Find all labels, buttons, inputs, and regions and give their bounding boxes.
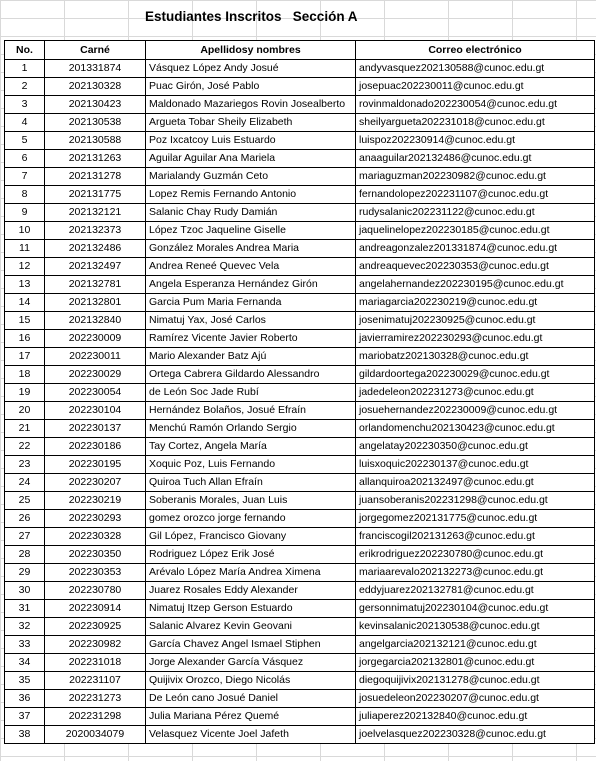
cell-number[interactable]: 5 [5,132,45,150]
table-row [5,438,595,456]
cell-email[interactable]: josuedeleon202230207@cunoc.edu.gt [356,690,595,708]
cell-name[interactable]: Marialandy Guzmán Ceto [146,168,356,186]
table-row [5,132,595,150]
cell-email[interactable]: jadedeleon202231273@cunoc.edu.gt [356,384,595,402]
cell-number[interactable]: 9 [5,204,45,222]
table-row [5,708,595,726]
table-row [5,510,595,528]
cell-email[interactable]: josuehernandez202230009@cunoc.edu.gt [356,402,595,420]
cell-carne[interactable]: 202131775 [45,186,146,204]
cell-email[interactable]: fernandolopez202231107@cunoc.edu.gt [356,186,595,204]
cell-carne[interactable]: 202132373 [45,222,146,240]
cell-number[interactable]: 11 [5,240,45,258]
cell-number[interactable]: 12 [5,258,45,276]
cell-name[interactable]: Lopez Remis Fernando Antonio [146,186,356,204]
cell-number[interactable]: 19 [5,384,45,402]
cell-email[interactable]: sheilyargueta202231018@cunoc.edu.gt [356,114,595,132]
cell-number[interactable]: 36 [5,690,45,708]
cell-carne[interactable]: 202231298 [45,708,146,726]
cell-email[interactable]: gildardoortega202230029@cunoc.edu.gt [356,366,595,384]
cell-carne[interactable]: 202130328 [45,78,146,96]
cell-email[interactable]: joelvelasquez202230328@cunoc.edu.gt [356,726,595,744]
table-row [5,636,595,654]
table-row [5,492,595,510]
table-row [5,78,595,96]
cell-carne[interactable]: 202230009 [45,330,146,348]
cell-email[interactable]: jorgegomez202131775@cunoc.edu.gt [356,510,595,528]
cell-carne[interactable]: 202230011 [45,348,146,366]
cell-email[interactable]: franciscogil202131263@cunoc.edu.gt [356,528,595,546]
cell-email[interactable]: orlandomenchu202130423@cunoc.edu.gt [356,420,595,438]
cell-email[interactable]: gersonnimatuj202230104@cunoc.edu.gt [356,600,595,618]
cell-number[interactable]: 15 [5,312,45,330]
table-row [5,654,595,672]
cell-carne[interactable]: 202231107 [45,672,146,690]
table-row [5,402,595,420]
table-row [5,420,595,438]
cell-number[interactable]: 22 [5,438,45,456]
cell-carne[interactable]: 202230186 [45,438,146,456]
cell-carne[interactable]: 202230780 [45,582,146,600]
cell-carne[interactable]: 202131278 [45,168,146,186]
cell-number[interactable]: 38 [5,726,45,744]
cell-number[interactable]: 31 [5,600,45,618]
cell-carne[interactable]: 202132781 [45,276,146,294]
cell-number[interactable]: 35 [5,672,45,690]
cell-email[interactable]: luisxoquic202230137@cunoc.edu.gt [356,456,595,474]
cell-number[interactable]: 23 [5,456,45,474]
table-row [5,528,595,546]
cell-name[interactable]: Andrea Reneé Quevec Vela [146,258,356,276]
cell-carne[interactable]: 202230914 [45,600,146,618]
table-row [5,330,595,348]
cell-carne[interactable]: 202230137 [45,420,146,438]
cell-name[interactable]: Rodriguez López Erik José [146,546,356,564]
header-row [5,41,595,60]
cell-carne[interactable]: 202131263 [45,150,146,168]
cell-number[interactable]: 6 [5,150,45,168]
table-row [5,456,595,474]
cell-number[interactable]: 25 [5,492,45,510]
cell-name[interactable]: Maldonado Mazariegos Rovin Josealberto [146,96,356,114]
cell-email[interactable]: jorgegarcia202132801@cunoc.edu.gt [356,654,595,672]
cell-name[interactable]: López Tzoc Jaqueline Giselle [146,222,356,240]
cell-name[interactable]: García Chavez Angel Ismael Stiphen [146,636,356,654]
cell-name[interactable]: Juarez Rosales Eddy Alexander [146,582,356,600]
column-header-carne[interactable]: Carné [45,41,146,60]
cell-carne[interactable]: 202230104 [45,402,146,420]
table-row [5,222,595,240]
table-row [5,672,595,690]
cell-number[interactable]: 30 [5,582,45,600]
cell-carne[interactable]: 202132497 [45,258,146,276]
table-row [5,150,595,168]
table-row [5,474,595,492]
cell-carne[interactable]: 201331874 [45,60,146,78]
cell-number[interactable]: 18 [5,366,45,384]
cell-name[interactable]: Velasquez Vicente Joel Jafeth [146,726,356,744]
cell-carne[interactable]: 202132486 [45,240,146,258]
cell-number[interactable]: 28 [5,546,45,564]
cell-name[interactable]: Argueta Tobar Sheily Elizabeth [146,114,356,132]
cell-email[interactable]: juansoberanis202231298@cunoc.edu.gt [356,492,595,510]
cell-email[interactable]: javierramirez202230293@cunoc.edu.gt [356,330,595,348]
table-row [5,276,595,294]
cell-name[interactable]: Nimatuj Yax, José Carlos [146,312,356,330]
cell-name[interactable]: Julia Mariana Pérez Quemé [146,708,356,726]
table-row [5,564,595,582]
cell-email[interactable]: andreaquevec202230353@cunoc.edu.gt [356,258,595,276]
cell-carne[interactable]: 202130538 [45,114,146,132]
cell-number[interactable]: 2 [5,78,45,96]
cell-carne[interactable]: 202132840 [45,312,146,330]
cell-email[interactable]: angelgarcia202132121@cunoc.edu.gt [356,636,595,654]
cell-name[interactable]: Poz Ixcatcoy Luis Estuardo [146,132,356,150]
table-row [5,186,595,204]
cell-carne[interactable]: 202130423 [45,96,146,114]
table-row [5,60,595,78]
table-row [5,312,595,330]
cell-email[interactable]: mariagarcia202230219@cunoc.edu.gt [356,294,595,312]
cell-number[interactable]: 29 [5,564,45,582]
cell-name[interactable]: Soberanis Morales, Juan Luis [146,492,356,510]
cell-number[interactable]: 8 [5,186,45,204]
cell-name[interactable]: de León Soc Jade Rubí [146,384,356,402]
cell-carne[interactable]: 202230219 [45,492,146,510]
cell-name[interactable]: Nimatuj Itzep Gerson Estuardo [146,600,356,618]
table-row [5,348,595,366]
cell-email[interactable]: mariaarevalo202132273@cunoc.edu.gt [356,564,595,582]
cell-number[interactable]: 24 [5,474,45,492]
cell-name[interactable]: Ramírez Vicente Javier Roberto [146,330,356,348]
table-row [5,690,595,708]
column-header-name[interactable]: Apellidosy nombres [146,41,356,60]
table-row [5,546,595,564]
cell-name[interactable]: De León cano Josué Daniel [146,690,356,708]
cell-email[interactable]: josepuac202230011@cunoc.edu.gt [356,78,595,96]
table-row [5,366,595,384]
cell-email[interactable]: luispoz202230914@cunoc.edu.gt [356,132,595,150]
table-row [5,114,595,132]
column-header-email[interactable]: Correo electrónico [356,41,595,60]
cell-carne[interactable]: 202132121 [45,204,146,222]
cell-name[interactable]: González Morales Andrea Maria [146,240,356,258]
cell-email[interactable]: mariobatz202130328@cunoc.edu.gt [356,348,595,366]
cell-number[interactable]: 3 [5,96,45,114]
cell-email[interactable]: mariaguzman202230982@cunoc.edu.gt [356,168,595,186]
cell-name[interactable]: Quijivix Orozco, Diego Nicolás [146,672,356,690]
cell-name[interactable]: Garcia Pum Maria Fernanda [146,294,356,312]
cell-carne[interactable]: 202132801 [45,294,146,312]
cell-name[interactable]: Salanic Chay Rudy Damián [146,204,356,222]
cell-email[interactable]: andreagonzalez201331874@cunoc.edu.gt [356,240,595,258]
cell-name[interactable]: Angela Esperanza Hernández Girón [146,276,356,294]
cell-name[interactable]: Vásquez López Andy Josué [146,60,356,78]
cell-carne[interactable]: 202230328 [45,528,146,546]
cell-carne[interactable]: 202230054 [45,384,146,402]
table-row [5,582,595,600]
cell-number[interactable]: 27 [5,528,45,546]
cell-name[interactable]: Tay Cortez, Angela María [146,438,356,456]
cell-carne[interactable]: 202231273 [45,690,146,708]
table-row [5,600,595,618]
cell-name[interactable]: Menchú Ramón Orlando Sergio [146,420,356,438]
cell-email[interactable]: andyvasquez202130588@cunoc.edu.gt [356,60,595,78]
cell-email[interactable]: anaaguilar202132486@cunoc.edu.gt [356,150,595,168]
column-header-no[interactable]: No. [5,41,45,60]
cell-number[interactable]: 10 [5,222,45,240]
cell-email[interactable]: angelahernandez202230195@cunoc.edu.gt [356,276,595,294]
cell-carne[interactable]: 202231018 [45,654,146,672]
table-row [5,96,595,114]
cell-name[interactable]: gomez orozco jorge fernando [146,510,356,528]
table-row [5,294,595,312]
cell-carne[interactable]: 202230350 [45,546,146,564]
table-row [5,384,595,402]
cell-number[interactable]: 37 [5,708,45,726]
cell-email[interactable]: eddyjuarez202132781@cunoc.edu.gt [356,582,595,600]
cell-carne[interactable]: 202230982 [45,636,146,654]
cell-carne[interactable]: 202230207 [45,474,146,492]
table-row [5,240,595,258]
table-row [5,204,595,222]
cell-name[interactable]: Hernández Bolaños, Josué Efraín [146,402,356,420]
cell-name[interactable]: Puac Girón, José Pablo [146,78,356,96]
cell-name[interactable]: Salanic Alvarez Kevin Geovani [146,618,356,636]
table-row [5,258,595,276]
cell-number[interactable]: 16 [5,330,45,348]
cell-email[interactable]: juliaperez202132840@cunoc.edu.gt [356,708,595,726]
cell-number[interactable]: 33 [5,636,45,654]
cell-email[interactable]: rovinmaldonado202230054@cunoc.edu.gt [356,96,595,114]
cell-number[interactable]: 7 [5,168,45,186]
table-row [5,168,595,186]
cell-name[interactable]: Quiroa Tuch Allan Efraín [146,474,356,492]
cell-name[interactable]: Ortega Cabrera Gildardo Alessandro [146,366,356,384]
students-table-body [5,60,595,744]
cell-number[interactable]: 1 [5,60,45,78]
students-table [4,40,595,744]
cell-number[interactable]: 32 [5,618,45,636]
cell-email[interactable]: jaquelinelopez202230185@cunoc.edu.gt [356,222,595,240]
cell-number[interactable]: 26 [5,510,45,528]
cell-number[interactable]: 17 [5,348,45,366]
cell-email[interactable]: allanquiroa202132497@cunoc.edu.gt [356,474,595,492]
sheet-title: Estudiantes Inscritos Sección A [145,9,358,24]
cell-name[interactable]: Gil López, Francisco Giovany [146,528,356,546]
cell-number[interactable]: 34 [5,654,45,672]
cell-name[interactable]: Jorge Alexander García Vásquez [146,654,356,672]
cell-email[interactable]: diegoquijivix202131278@cunoc.edu.gt [356,672,595,690]
cell-carne[interactable]: 2020034079 [45,726,146,744]
cell-number[interactable]: 21 [5,420,45,438]
cell-number[interactable]: 14 [5,294,45,312]
cell-number[interactable]: 20 [5,402,45,420]
cell-name[interactable]: Mario Alexander Batz Ajú [146,348,356,366]
cell-carne[interactable]: 202230925 [45,618,146,636]
cell-email[interactable]: angelatay202230350@cunoc.edu.gt [356,438,595,456]
cell-email[interactable]: josenimatuj202230925@cunoc.edu.gt [356,312,595,330]
table-row [5,618,595,636]
cell-carne[interactable]: 202230293 [45,510,146,528]
table-row [5,726,595,744]
cell-name[interactable]: Xoquic Poz, Luis Fernando [146,456,356,474]
cell-name[interactable]: Arévalo López María Andrea Ximena [146,564,356,582]
cell-email[interactable]: rudysalanic202231122@cunoc.edu.gt [356,204,595,222]
cell-carne[interactable]: 202230029 [45,366,146,384]
cell-carne[interactable]: 202130588 [45,132,146,150]
cell-email[interactable]: erikrodriguez202230780@cunoc.edu.gt [356,546,595,564]
cell-carne[interactable]: 202230353 [45,564,146,582]
cell-name[interactable]: Aguilar Aguilar Ana Mariela [146,150,356,168]
cell-number[interactable]: 13 [5,276,45,294]
cell-carne[interactable]: 202230195 [45,456,146,474]
cell-number[interactable]: 4 [5,114,45,132]
cell-email[interactable]: kevinsalanic202130538@cunoc.edu.gt [356,618,595,636]
